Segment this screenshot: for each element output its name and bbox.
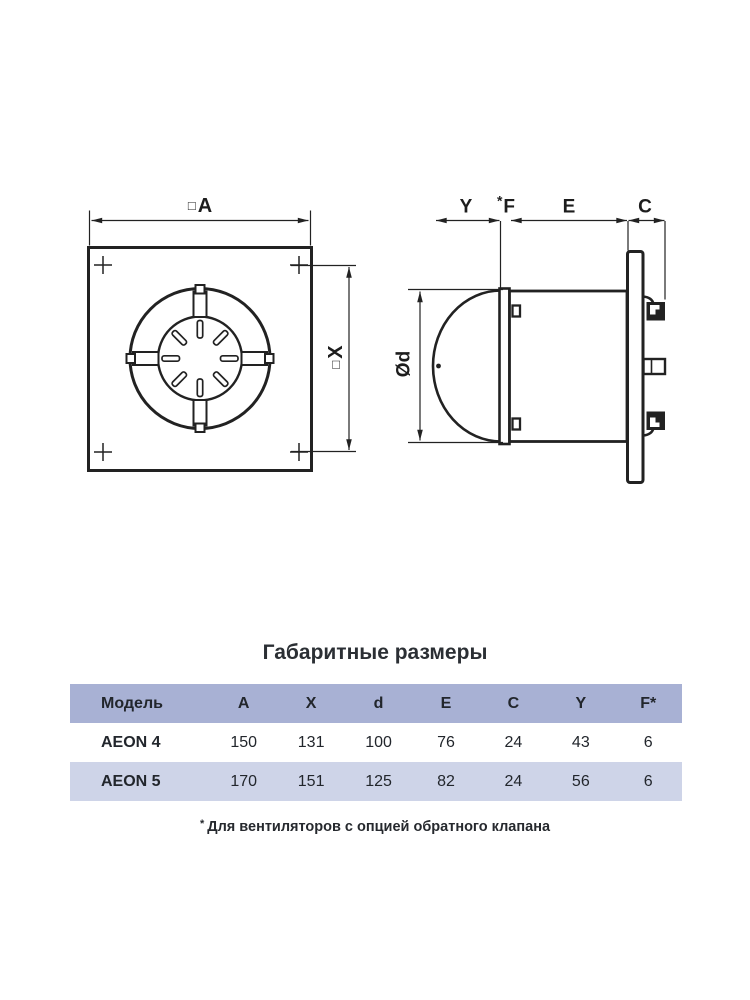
value-f: 6 bbox=[643, 772, 653, 790]
square-symbol: □ bbox=[328, 360, 343, 369]
side-view bbox=[408, 221, 665, 483]
footnote: * Для вентиляторов с опцией обратного клапана bbox=[199, 818, 551, 835]
front-view bbox=[89, 211, 357, 471]
dimension-label-e: E bbox=[562, 196, 576, 218]
value-c: 24 bbox=[504, 772, 523, 790]
model-name: AEON 4 bbox=[101, 733, 161, 751]
top-clip bbox=[643, 297, 665, 321]
value-x: 151 bbox=[297, 772, 325, 790]
table-row bbox=[70, 762, 682, 801]
value-y: 43 bbox=[571, 733, 590, 751]
asterisk-mark: * bbox=[199, 818, 205, 830]
asterisk-mark: * bbox=[496, 192, 503, 209]
column-header-model: Модель bbox=[101, 694, 163, 712]
column-header-a: A bbox=[237, 694, 250, 712]
column-header-d: d bbox=[373, 694, 384, 712]
dimension-label-c: C bbox=[638, 196, 652, 218]
grille-tabs bbox=[127, 285, 274, 432]
model-name: AEON 5 bbox=[101, 772, 161, 790]
dimension-label-y: Y bbox=[459, 196, 473, 218]
dimensions-table bbox=[70, 684, 682, 801]
square-symbol: □ bbox=[187, 198, 196, 213]
value-a: 170 bbox=[230, 772, 258, 790]
value-x: 131 bbox=[297, 733, 325, 751]
table-row bbox=[70, 723, 682, 762]
column-header-y: Y bbox=[575, 694, 587, 712]
middle-clip bbox=[644, 359, 666, 374]
dimension-label-x: □X bbox=[325, 345, 347, 369]
value-e: 76 bbox=[437, 733, 455, 751]
dimension-label-d: Ød bbox=[393, 350, 415, 378]
column-header-e: E bbox=[440, 694, 452, 712]
value-d: 100 bbox=[365, 733, 392, 751]
value-c: 24 bbox=[504, 733, 523, 751]
vent-slots bbox=[162, 321, 238, 397]
value-d: 125 bbox=[365, 772, 392, 790]
column-header-f: F* bbox=[640, 694, 657, 712]
value-e: 82 bbox=[437, 772, 455, 790]
bottom-clip bbox=[643, 412, 665, 436]
section-title: Габаритные размеры bbox=[262, 641, 488, 664]
table-header-row bbox=[70, 684, 682, 723]
value-y: 56 bbox=[571, 772, 590, 790]
column-header-c: C bbox=[507, 694, 520, 712]
value-a: 150 bbox=[230, 733, 258, 751]
dimension-label-f: *F bbox=[496, 192, 516, 218]
value-f: 6 bbox=[643, 733, 653, 751]
dimension-label-a: □ A bbox=[187, 195, 213, 217]
column-header-x: X bbox=[305, 694, 317, 712]
